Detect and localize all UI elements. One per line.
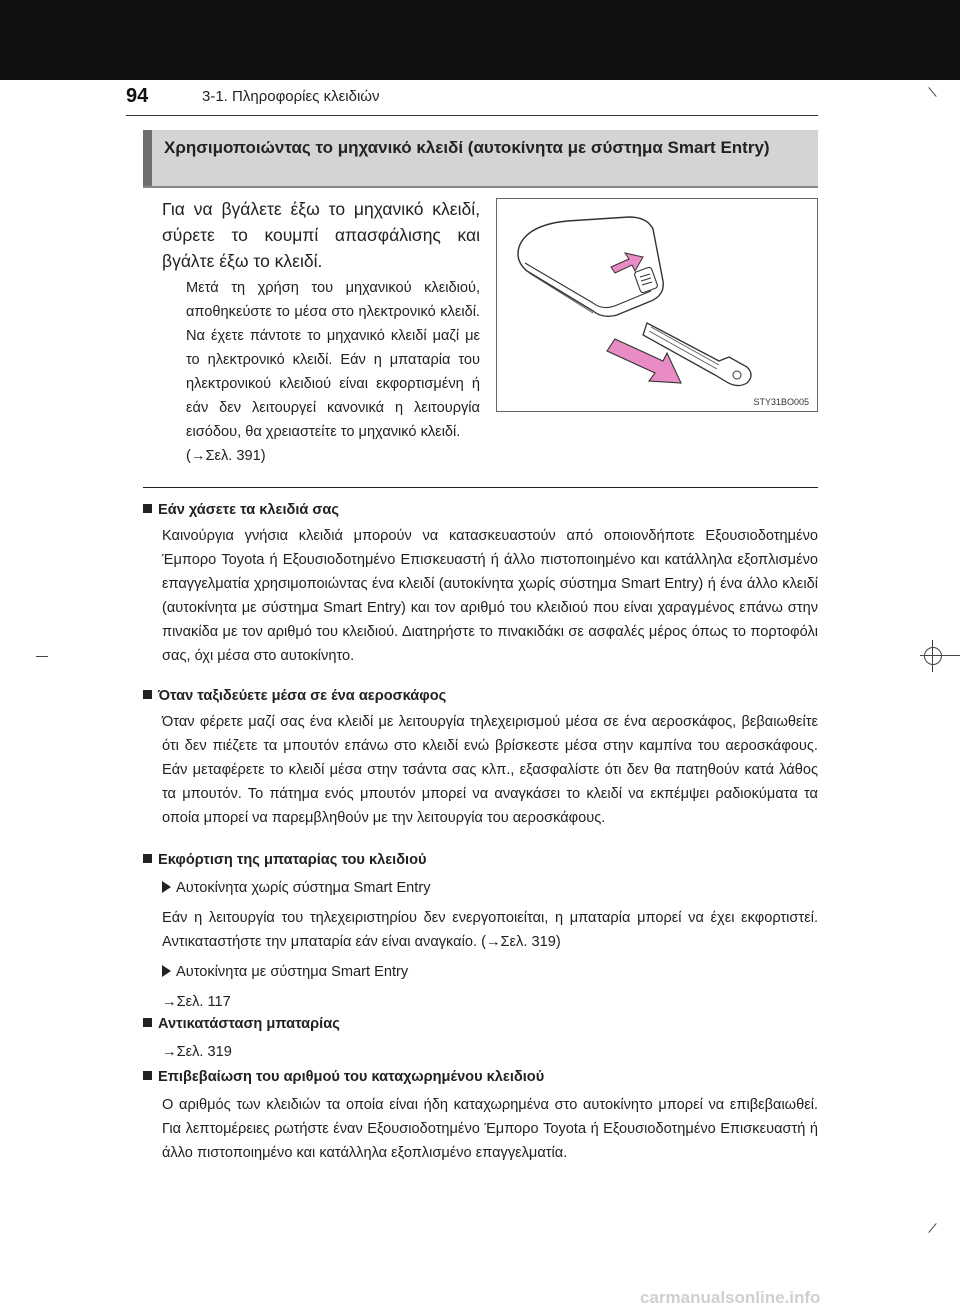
key-ring-hole bbox=[733, 371, 741, 379]
square-bullet-icon bbox=[143, 504, 152, 513]
square-bullet-icon bbox=[143, 690, 152, 699]
top-black-band bbox=[0, 0, 960, 80]
info-block-aircraft bbox=[143, 686, 818, 830]
sub-heading-text: Αυτοκίνητα με σύστημα Smart Entry bbox=[176, 964, 409, 980]
watermark: carmanualsonline.info bbox=[640, 1288, 821, 1307]
info-block-key-count bbox=[143, 1067, 818, 1165]
section-heading: 3-1. Πληροφορίες κλειδιών bbox=[202, 88, 380, 105]
bullet-heading bbox=[143, 686, 818, 706]
info-block-lost-keys bbox=[143, 500, 818, 668]
triangle-bullet-icon bbox=[162, 881, 171, 893]
intro-instruction: Για να βγάλετε έξω το μηχανικό κλειδί, σύρετε το κουμπί απασφάλισης και βγάλτε έξω το κλειδί. bbox=[162, 199, 480, 271]
sub-heading bbox=[162, 960, 818, 984]
bullet-heading-text: Όταν ταξιδεύετε μέσα σε ένα αεροσκάφος bbox=[158, 688, 447, 704]
bullet-paragraph: Εάν η λειτουργία του τηλεχειριστηρίου δεν ενεργοποιείται, η μπαταρία μπορεί να έχει εκφορτιστεί. Αντικαταστήστε την μπαταρία εάν είναι αναγκαίο. (→Σελ. 319) bbox=[162, 910, 818, 950]
bullet-heading bbox=[143, 1067, 818, 1087]
crop-mark-top-right bbox=[928, 87, 936, 97]
bullet-heading bbox=[143, 1014, 818, 1034]
crop-mark-circle bbox=[924, 647, 942, 665]
section-title-box: Χρησιμοποιώντας το μηχανικό κλειδί (αυτοκίνητα με σύστημα Smart Entry) bbox=[143, 130, 818, 186]
bullet-heading-text: Επιβεβαίωση του αριθμού του καταχωρημένου κλειδιού bbox=[158, 1069, 545, 1085]
section-divider bbox=[143, 487, 818, 488]
crop-mark-left bbox=[36, 656, 48, 657]
bullet-heading-text: Αντικατάσταση μπαταρίας bbox=[158, 1016, 340, 1032]
info-block-battery-replacement bbox=[143, 1014, 818, 1064]
bullet-heading-text: Εάν χάσετε τα κλειδιά σας bbox=[158, 502, 339, 518]
bullet-paragraph: Καινούργια γνήσια κλειδιά μπορούν να κατασκευαστούν από οποιονδήποτε Εξουσιοδοτημένο Έμπορο Toyota ή Εξουσιοδοτημένο Επισκευαστή ή άλλο πιστοποιημένο και κατάλληλα εξοπλισμένο επαγγελματία χρησιμοποιώντας ένα κλειδί (αυτοκίνητα χωρίς σύστημα Smart Entry) ή ένα άλλο κλειδί (αυτοκίνητα με σύστημα Smart Entry) και τον αριθμό του κλειδιού που είναι χαραγμένος επάνω στην πινακίδα με τον αριθμό του κλειδιού. Διατηρήστε το πινακιδάκι σε ασφαλές μέρος όπως το πορτοφόλι σας, όχι μέσα στο αυτοκίνητο. bbox=[162, 528, 818, 664]
square-bullet-icon bbox=[143, 854, 152, 863]
header-rule bbox=[126, 115, 818, 116]
title-underline bbox=[143, 186, 818, 188]
square-bullet-icon bbox=[143, 1018, 152, 1027]
intro-note-ref: (→Σελ. 391) bbox=[186, 448, 266, 464]
bullet-paragraph: Ο αριθμός των κλειδιών τα οποία είναι ήδη καταχωρημένα στο αυτοκίνητο μπορεί να επιβεβαιωθεί. Για λεπτομέρειες ρωτήστε έναν Εξουσιοδοτημένο Έμπορο Toyota ή Εξουσιοδοτημένο Επισκευαστή ή άλλο πιστοποιημένο και κατάλληλα εξοπλισμένο επαγγελματία. bbox=[162, 1097, 818, 1161]
crop-mark-bottom-right bbox=[928, 1223, 936, 1233]
key-drawing bbox=[497, 199, 817, 411]
triangle-bullet-icon bbox=[162, 965, 171, 977]
page-reference: →Σελ. 117 bbox=[162, 994, 231, 1010]
sub-heading bbox=[162, 876, 818, 900]
page-number: 94 bbox=[126, 85, 149, 107]
bullet-heading-text: Εκφόρτιση της μπαταρίας του κλειδιού bbox=[158, 852, 427, 868]
bullet-heading bbox=[143, 500, 818, 520]
intro-note-text: Μετά τη χρήση του μηχανικού κλειδιού, αποθηκεύστε το μέσα στο ηλεκτρονικό κλειδί. Να έχετε πάντοτε το μηχανικό κλειδί μαζί με το ηλεκτρονικό κλειδί. Εάν η μπαταρία του ηλεκτρονικού κλειδιού είναι εκφορτισμένη ή εάν δεν λειτουργεί κανονικά η λειτουργία εισόδου, θα χρειαστείτε το μηχανικό κλειδί. bbox=[186, 280, 480, 440]
intro-note bbox=[186, 276, 480, 468]
page-reference: →Σελ. 319 bbox=[162, 1044, 232, 1060]
square-bullet-icon bbox=[143, 1071, 152, 1080]
key-illustration bbox=[496, 198, 818, 412]
bullet-paragraph: Όταν φέρετε μαζί σας ένα κλειδί με λειτουργία τηλεχειρισμού μέσα σε ένα αεροσκάφος, βεβαιωθείτε ότι δεν πιέζετε τα μπουτόν επάνω στο κλειδί ενώ βρίσκεστε μέσα στην καμπίνα του αεροσκάφους. Εάν μεταφέρετε το κλειδί μέσα στην τσάντα σας κλπ., εξασφαλίστε ότι δεν θα πατηθούν κατά λάθος τα μπουτόν. Το πάτημα ενός μπουτόν μπορεί να αναγκάσει το κλειδί να εκπέμψει ραδιοκύματα τα οποία μπορεί να παρεμβληθούν με την λειτουργία του αεροσκάφους. bbox=[162, 714, 818, 826]
info-block-battery-discharge bbox=[143, 850, 818, 1014]
figure-code: STY31BO005 bbox=[753, 397, 809, 407]
bullet-heading bbox=[143, 850, 818, 870]
sub-heading-text: Αυτοκίνητα χωρίς σύστημα Smart Entry bbox=[176, 880, 431, 896]
